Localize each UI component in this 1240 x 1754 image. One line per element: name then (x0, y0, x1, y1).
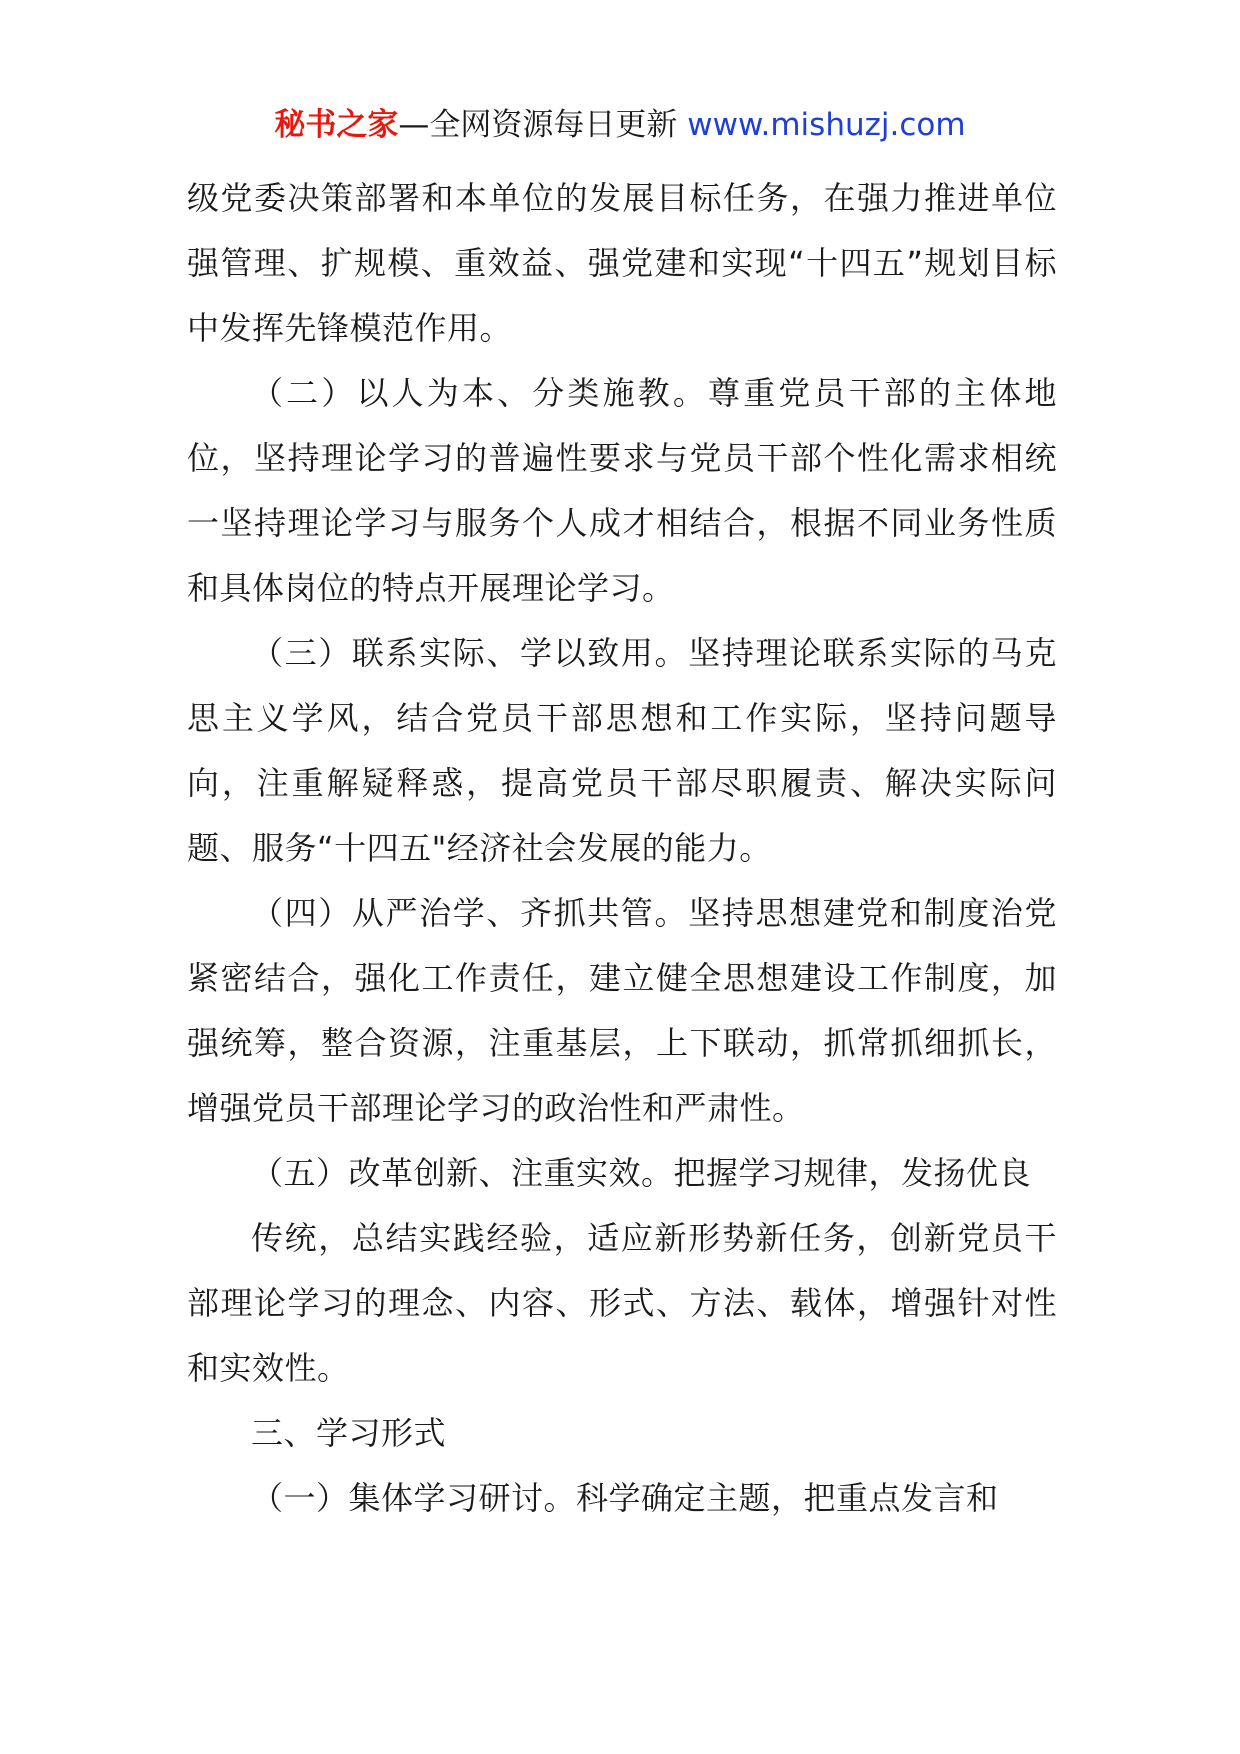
header-tagline: —全网资源每日更新 (398, 107, 678, 143)
brand-name: 秘书之家 (274, 107, 399, 143)
paragraph-principle-5-cont: 传统，总结实践经验，适应新形势新任务，创新党员干部理论学习的理念、内容、形式、方法、载体，增强针对性和实效性。 (187, 1219, 1057, 1387)
paragraph-form-1: （一）集体学习研讨。科学确定主题，把重点发言和 (251, 1479, 999, 1517)
paragraph-principle-3: （三）联系实际、学以致用。坚持理论联系实际的马克思主义学风，结合党员干部思想和工作实际，坚持问题导向，注重解疑释惑，提高党员干部尽职履责、解决实际问题、服务“十四五"经济社会发展的能力。 (187, 634, 1057, 867)
page-header (0, 100, 1240, 150)
paragraph-principle-2: （二）以人为本、分类施教。尊重党员干部的主体地位，坚持理论学习的普遍性要求与党员干部个性化需求相统一坚持理论学习与服务个人成才相结合，根据不同业务性质和具体岗位的特点开展理论学习。 (187, 374, 1057, 607)
document-body (187, 166, 1057, 1531)
section-heading-learning-forms: 三、学习形式 (251, 1414, 447, 1452)
paragraph-continuation: 级党委决策部署和本单位的发展目标任务，在强力推进单位强管理、扩规模、重效益、强党建和实现“十四五”规划目标中发挥先锋模范作用。 (187, 179, 1057, 347)
paragraph-principle-4: （四）从严治学、齐抓共管。坚持思想建党和制度治党紧密结合，强化工作责任，建立健全思想建设工作制度，加强统筹，整合资源，注重基层，上下联动，抓常抓细抓长，增强党员干部理论学习的政治性和严肃性。 (187, 894, 1057, 1127)
site-url-link[interactable]: www.mishuzj.com (687, 107, 966, 143)
paragraph-principle-5: （五）改革创新、注重实效。把握学习规律，发扬优良 (251, 1154, 1032, 1192)
